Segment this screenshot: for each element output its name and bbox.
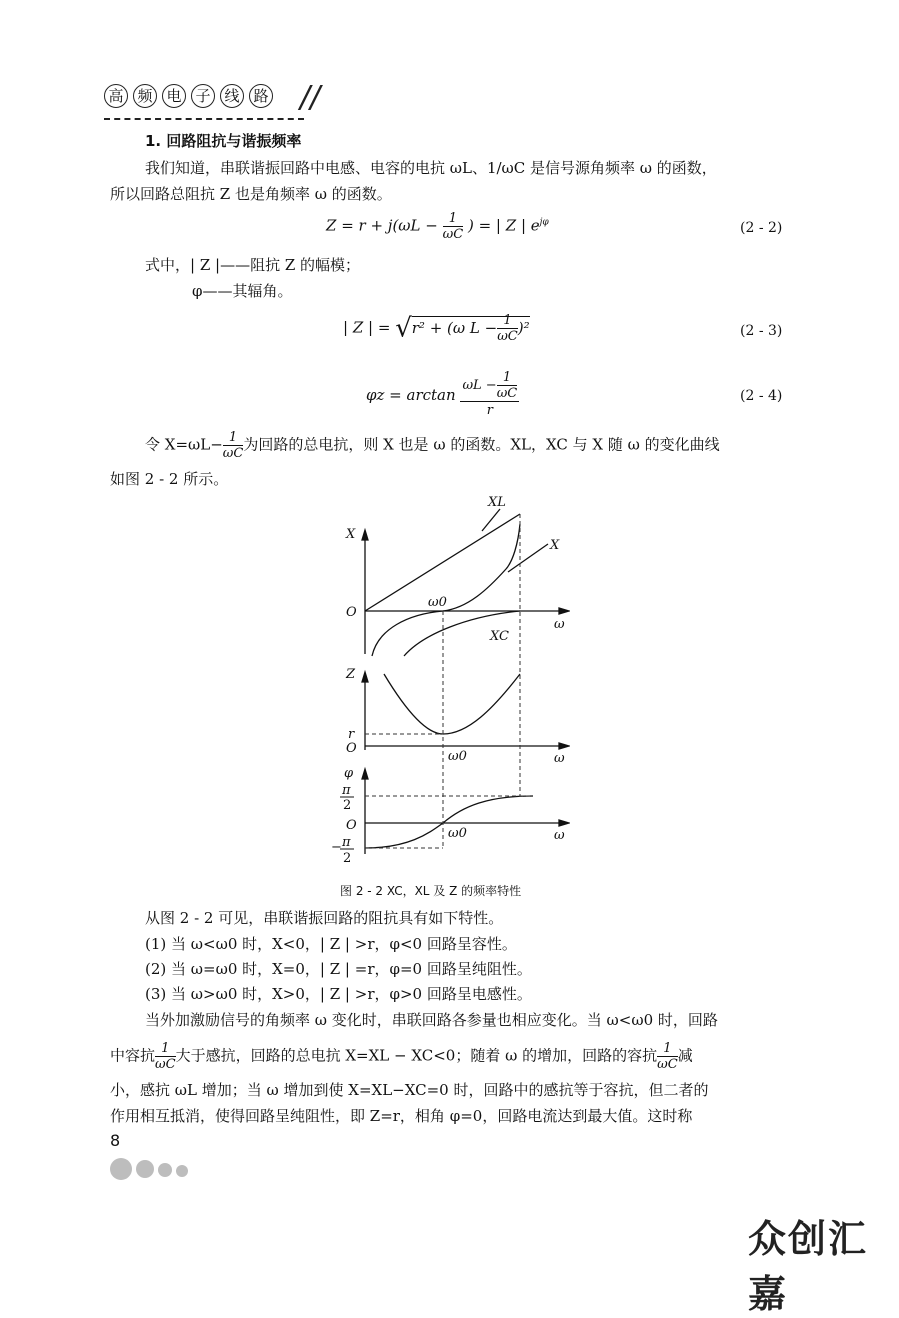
top-x-arrow [362, 530, 368, 540]
x-leader [508, 544, 548, 572]
footer-dot [110, 1158, 132, 1180]
label-O2: O [346, 741, 357, 756]
eq3-frac [460, 370, 519, 420]
item-3: (3) 当 ω>ω0 时，X>0，| Z | >r，φ>0 回路呈电感性。 [145, 985, 532, 1003]
eq1-num: 1 [443, 211, 464, 227]
para2-frac [223, 430, 244, 461]
para4-line4: 作用相互抵消，使得回路呈纯阻性，即 Z=r，相角 φ=0，回路电流达到最大值。这时称 [110, 1107, 693, 1125]
para4-line3: 小，感抗 ωL 增加；当 ω 增加到使 X=XL−XC=0 时，回路中的感抗等于容抗，但二者的 [110, 1081, 709, 1099]
label-phi: φ [344, 766, 354, 781]
top-w-arrow [559, 608, 569, 614]
item-2: (2) 当 ω=ω0 时，X=0，| Z | =r，φ=0 回路呈纯阻性。 [145, 960, 532, 978]
page-number: 8 [110, 1131, 121, 1150]
label-w0-1: ω0 [428, 595, 447, 610]
sqrt-sign: √ [395, 313, 412, 344]
para2-line1 [145, 430, 720, 461]
eq2-frac [497, 313, 518, 344]
label-w0-2: ω0 [448, 749, 467, 764]
eq3-left: φz = arctan [366, 386, 456, 404]
header-char: 高 [104, 84, 128, 108]
para4-frac1-den: ωC [155, 1057, 176, 1072]
bot-phi-arrow [362, 769, 368, 779]
header-char: 电 [162, 84, 186, 108]
footer-dot [136, 1160, 154, 1178]
para4-b: 大于感抗，回路的总电抗 X=XL − XC<0；随着 ω 的增加，回路的容抗 [175, 1046, 658, 1065]
para4-frac2-num: 1 [657, 1041, 678, 1057]
para2-b: 为回路的总电抗，则 X 也是 ω 的函数。XL，XC 与 X 随 ω 的变化曲线 [243, 435, 720, 454]
para4-c: 减 [677, 1046, 693, 1065]
para4-a: 中容抗 [110, 1046, 156, 1065]
eq1-den: ωC [442, 227, 464, 242]
eq1-frac [443, 211, 464, 242]
label-XC: XC [490, 629, 509, 644]
eq-number-2-3: (2 - 3) [740, 323, 783, 339]
header-char: 频 [133, 84, 157, 108]
para2-frac-den: ωC [222, 446, 244, 461]
footer-dot [176, 1165, 188, 1177]
label-O1: O [346, 605, 357, 620]
eq2-inner: r² + (ω L − [411, 318, 498, 337]
para4-frac1-num: 1 [155, 1041, 176, 1057]
eq3-inner-frac [497, 370, 518, 401]
label-two-top: 2 [343, 798, 352, 813]
label-O3: O [346, 818, 357, 833]
label-X-curve: X [550, 538, 560, 553]
label-w2: ω [554, 751, 565, 766]
label-r: r [348, 727, 355, 742]
para1-line1: 我们知道，串联谐振回路中电感、电容的电抗 ωL、1/ωC 是信号源角频率 ω 的函数， [145, 159, 717, 177]
para2-frac-num: 1 [223, 430, 244, 446]
label-w3: ω [554, 828, 565, 843]
para2-a: 令 X=ωL− [145, 435, 223, 454]
figure-caption: 图 2 - 2 XC，XL 及 Z 的频率特性 [340, 884, 522, 898]
header-char: 子 [191, 84, 215, 108]
para3: 从图 2 - 2 可见，串联谐振回路的阻抗具有如下特性。 [145, 909, 504, 927]
eq3-inner-num: 1 [497, 370, 518, 386]
eq2-close: )² [517, 318, 530, 337]
item-1: (1) 当 ω<ω0 时，X<0，| Z | >r，φ<0 回路呈容性。 [145, 935, 517, 953]
section-title: 1. 回路阻抗与谐振频率 [145, 132, 302, 150]
mid-w-arrow [559, 743, 569, 749]
z-curve [384, 674, 520, 734]
watermark: 众创汇嘉 [748, 1217, 869, 1316]
eq1-right: ) = | Z | e [467, 216, 540, 235]
footer-dot [158, 1163, 172, 1177]
bot-w-arrow [559, 820, 569, 826]
eq1-left: Z = r + j(ωL − [326, 216, 438, 235]
eq2-den: ωC [497, 329, 518, 344]
header-slashes: // [300, 80, 321, 115]
label-w1: ω [554, 617, 565, 632]
para1-line2: 所以回路总阻抗 Z 也是角频率 ω 的函数。 [110, 185, 392, 203]
eq3-den: r [486, 403, 493, 418]
header-char: 路 [249, 84, 273, 108]
label-w0-3: ω0 [448, 826, 467, 841]
eq3-num-text: ωL − [462, 378, 497, 393]
para4-frac-2 [657, 1041, 678, 1072]
label-neg-pi: π [342, 835, 351, 850]
label-pi-top: π [342, 783, 351, 798]
label-Z: Z [346, 667, 356, 682]
where-line2: φ——其辐角。 [192, 282, 293, 300]
label-XL: XL [488, 495, 506, 510]
figure-2-2 [328, 494, 570, 872]
sqrt-body [411, 313, 530, 344]
para4-line2 [110, 1041, 693, 1072]
mid-z-arrow [362, 672, 368, 682]
eq2-num: 1 [497, 313, 518, 329]
equation-2-3 [343, 313, 530, 344]
where-line1: 式中，| Z |——阻抗 Z 的幅模； [145, 256, 361, 274]
eq3-inner-den: ωC [496, 386, 518, 401]
eq2-left: | Z | = [343, 318, 391, 337]
header-char: 线 [220, 84, 244, 108]
eq3-numerator [460, 370, 519, 402]
eq1-sup: jφ [539, 217, 549, 228]
para4-line1: 当外加激励信号的角频率 ω 变化时，串联回路各参量也相应变化。当 ω<ω0 时，回路 [145, 1011, 718, 1029]
eq-number-2-2: (2 - 2) [740, 220, 783, 236]
para2-line2: 如图 2 - 2 所示。 [110, 470, 229, 488]
equation-2-2 [326, 211, 549, 242]
header-rule [104, 118, 304, 120]
para4-frac2-den: ωC [657, 1057, 678, 1072]
label-neg-two: 2 [343, 851, 352, 866]
para4-frac-1 [155, 1041, 176, 1072]
label-X-axis: X [346, 527, 356, 542]
label-neg-sign: − [331, 840, 342, 855]
eq-number-2-4: (2 - 4) [740, 388, 783, 404]
equation-2-4 [366, 370, 519, 420]
